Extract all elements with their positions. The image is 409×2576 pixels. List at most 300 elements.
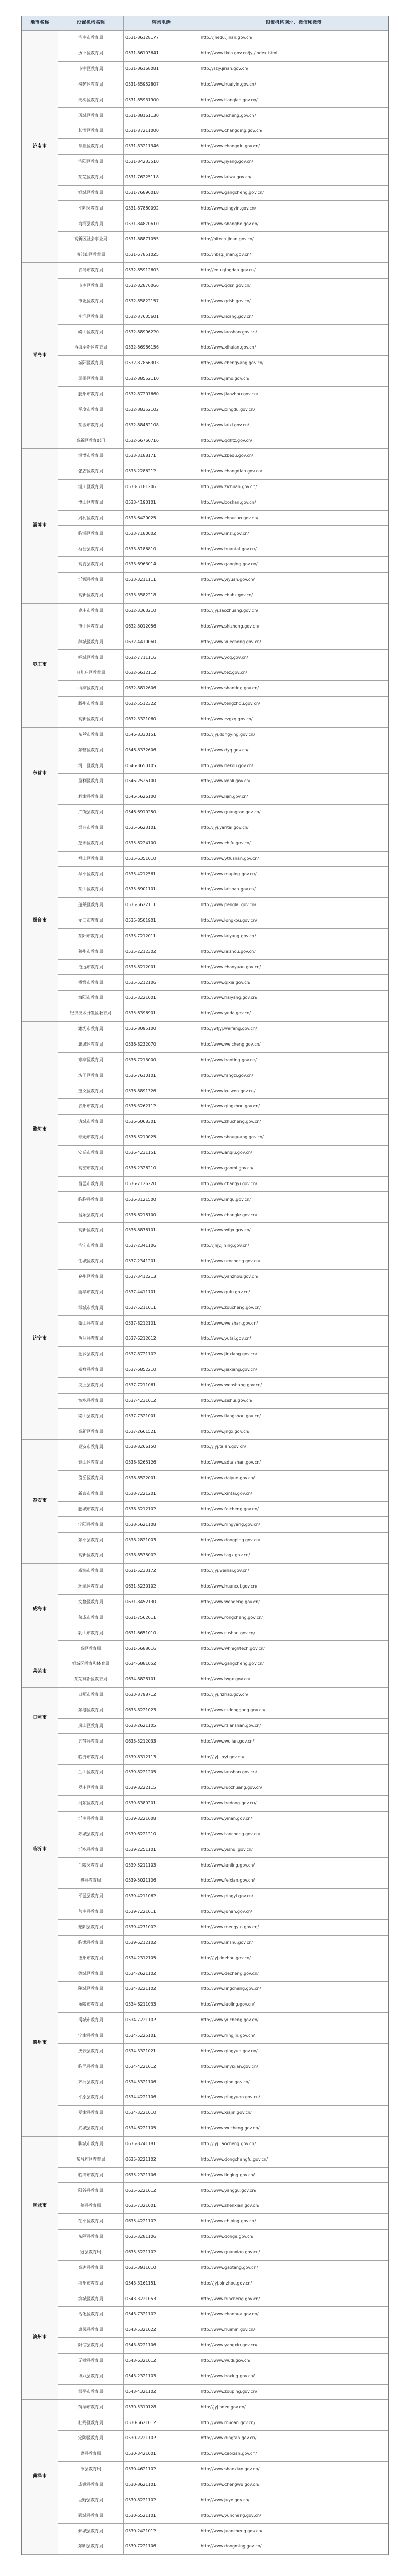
website-link[interactable]: http://www.xintai.gov.cn/: [199, 1486, 388, 1502]
website-link[interactable]: http://www.rzlanshan.gov.cn/: [199, 1719, 388, 1734]
contact-phone: 0543-3221053: [124, 2291, 199, 2307]
institution-name: 淄川区教育局: [58, 480, 124, 495]
website-link[interactable]: http://www.huantai.gov.cn/: [199, 541, 388, 557]
website-link[interactable]: http://www.wucheng.gov.cn/: [199, 2121, 388, 2137]
contact-phone: 0537-2661521: [124, 1424, 199, 1440]
website-link[interactable]: http://www.jiaozhou.gov.cn/: [199, 387, 388, 402]
contact-phone: 0531-84870610: [124, 216, 199, 232]
website-link[interactable]: http://www.boshan.gov.cn/: [199, 495, 388, 511]
institution-name: 齐河县教育局: [58, 2074, 124, 2090]
institution-name: 经济技术开发区教育局: [58, 1006, 124, 1022]
website-link[interactable]: http://www.wfgx.gov.cn/: [199, 1223, 388, 1238]
institution-name: 淄博市教育局: [58, 449, 124, 464]
contact-phone: 0538-3212102: [124, 1502, 199, 1517]
institution-name: 广饶县教育局: [58, 805, 124, 820]
contact-phone: 0534-8221102: [124, 1982, 199, 1997]
contact-phone: 0632-3321060: [124, 712, 199, 728]
contact-phone: 0635-4221102: [124, 2214, 199, 2230]
website-link[interactable]: http://www.weicheng.gov.cn/: [199, 1037, 388, 1053]
institution-name: 市北区教育局: [58, 294, 124, 310]
region-name: 日照市: [22, 1688, 58, 1749]
institution-name: 奎文区教育局: [58, 1083, 124, 1099]
website-link[interactable]: http://www.qihe.gov.cn/: [199, 2074, 388, 2090]
website-link[interactable]: http://www.linshu.gov.cn/: [199, 1936, 388, 1951]
institution-name: 临清市教育局: [58, 2168, 124, 2183]
website-link[interactable]: http://www.huaiyin.gov.cn/: [199, 77, 388, 93]
website-link[interactable]: http://www.zichuan.gov.cn/: [199, 480, 388, 495]
website-link[interactable]: http://www.kuiwen.gov.cn/: [199, 1083, 388, 1099]
institution-name: 泰山区教育局: [58, 1455, 124, 1471]
website-link[interactable]: http://jyj.rizhao.gov.cn/: [199, 1688, 388, 1703]
institution-name: 莒南县教育局: [58, 1904, 124, 1920]
website-link[interactable]: http://www.changle.gov.cn/: [199, 1207, 388, 1223]
website-link[interactable]: http://www.linqu.gov.cn/: [199, 1192, 388, 1207]
website-link[interactable]: http://wfjyj.weifang.gov.cn/: [199, 1022, 388, 1037]
website-link[interactable]: http://www.shanxian.gov.cn/: [199, 2462, 388, 2477]
contact-phone: 0546-2526100: [124, 774, 199, 789]
website-link[interactable]: http://jyj.taian.gov.cn/: [199, 1440, 388, 1455]
website-link[interactable]: http://www.changqing.gov.cn/: [199, 123, 388, 139]
website-link[interactable]: http://www.rushan.gov.cn/: [199, 1625, 388, 1641]
institution-name: 栖霞市教育局: [58, 975, 124, 991]
website-link[interactable]: http://www.haiyang.gov.cn/: [199, 991, 388, 1006]
institution-name: 平原县教育局: [58, 2090, 124, 2106]
contact-phone: 0530-8621101: [124, 2477, 199, 2493]
contact-phone: 0531-88161130: [124, 108, 199, 123]
institution-name: 崂山区教育局: [58, 325, 124, 340]
region-name: 东营市: [22, 728, 58, 820]
institution-name: 临沭县教育局: [58, 1936, 124, 1951]
contact-phone: 0536-7610101: [124, 1068, 199, 1084]
contact-phone: 0530-5310128: [124, 2400, 199, 2415]
website-link[interactable]: http://www.wenshang.gov.cn/: [199, 1378, 388, 1394]
institution-name: 阳信县教育局: [58, 2338, 124, 2354]
contact-phone: 0535-4212561: [124, 867, 199, 882]
website-link[interactable]: http://www.qixia.gov.cn/: [199, 975, 388, 991]
contact-phone: 0536-2326210: [124, 1161, 199, 1177]
website-link[interactable]: http://www.wudi.gov.cn/: [199, 2354, 388, 2369]
website-link[interactable]: http://www.lingcheng.gov.cn/: [199, 1982, 388, 1997]
website-link[interactable]: http://www.dongchangfu.gov.cn/: [199, 2152, 388, 2168]
website-link[interactable]: http://www.huimin.gov.cn/: [199, 2322, 388, 2338]
contact-phone: 0531-86103641: [124, 46, 199, 62]
contact-phone: 0532-82876066: [124, 279, 199, 294]
website-link[interactable]: http://www.lanshan.gov.cn/: [199, 1765, 388, 1780]
website-link[interactable]: http://www.jngx.gov.cn/: [199, 1424, 388, 1440]
institution-name: 冠县教育局: [58, 2245, 124, 2261]
institution-name: 庆云县教育局: [58, 2044, 124, 2059]
website-link[interactable]: http://www.yanggu.gov.cn/: [199, 2183, 388, 2198]
institution-name: 坊子区教育局: [58, 1068, 124, 1084]
website-link[interactable]: http://www.feicheng.gov.cn/: [199, 1502, 388, 1517]
institution-name: 滨州市教育局: [58, 2276, 124, 2292]
website-link[interactable]: http://www.penglai.gov.cn/: [199, 898, 388, 913]
website-link[interactable]: http://www.shanghe.gov.cn/: [199, 216, 388, 232]
website-link[interactable]: http://www.pingyin.gov.cn/: [199, 201, 388, 216]
website-link[interactable]: http://www.tagx.gov.cn/: [199, 1548, 388, 1564]
website-link[interactable]: http://www.lijin.gov.cn/: [199, 789, 388, 805]
contact-phone: 0632-8812606: [124, 681, 199, 697]
website-link[interactable]: http://www.gangcheng.gov.cn/: [199, 1656, 388, 1672]
contact-phone: 0537-2341106: [124, 1238, 199, 1254]
institution-name: 微山县教育局: [58, 1316, 124, 1331]
website-link[interactable]: http://www.muping.gov.cn/: [199, 867, 388, 882]
website-link[interactable]: http://www.laiyang.gov.cn/: [199, 929, 388, 944]
institution-name: 钢城区教育局: [58, 186, 124, 201]
website-link[interactable]: http://www.shenxian.gov.cn/: [199, 2198, 388, 2214]
contact-phone: 0543-5321022: [124, 2322, 199, 2338]
institution-name: 博兴县教育局: [58, 2369, 124, 2385]
website-link[interactable]: http://www.yuncheng.gov.cn/: [199, 2508, 388, 2524]
contact-phone: 0532-88552110: [124, 371, 199, 387]
institution-name: 寿光市教育局: [58, 1130, 124, 1146]
contact-phone: 0533-4190101: [124, 495, 199, 511]
website-link[interactable]: http://www.dongping.gov.cn/: [199, 1533, 388, 1548]
website-link[interactable]: http://www.decheng.gov.cn/: [199, 1966, 388, 1982]
website-link[interactable]: http://www.jimo.gov.cn/: [199, 371, 388, 387]
website-link[interactable]: http://www.gangcheng.gov.cn/: [199, 186, 388, 201]
institution-name: 历下区教育局: [58, 46, 124, 62]
website-link[interactable]: http://www.pingyuan.gov.cn/: [199, 2090, 388, 2106]
website-link[interactable]: http://www.ningjin.gov.cn/: [199, 2028, 388, 2044]
contact-phone: 0633-8221023: [124, 1703, 199, 1719]
institution-name: 莘县教育局: [58, 2198, 124, 2214]
website-link[interactable]: http://www.hekou.gov.cn/: [199, 758, 388, 774]
website-link[interactable]: http://www.licheng.gov.cn/: [199, 108, 388, 123]
website-link[interactable]: http://www.ycq.gov.cn/: [199, 650, 388, 665]
website-link[interactable]: http://www.zzgxq.gov.cn/: [199, 712, 388, 728]
website-link[interactable]: http://www.longkou.gov.cn/: [199, 913, 388, 929]
institution-name: 五莲县教育局: [58, 1734, 124, 1749]
institution-name: 临淄区教育局: [58, 526, 124, 541]
institution-name: 河口区教育局: [58, 758, 124, 774]
website-link[interactable]: http://jyj.zaozhuang.gov.cn/: [199, 604, 388, 619]
website-link[interactable]: http://www.qingyun.gov.cn/: [199, 2044, 388, 2059]
website-link[interactable]: http://www.laixi.gov.cn/: [199, 417, 388, 433]
website-link[interactable]: http://www.tianqiao.gov.cn/: [199, 92, 388, 108]
website-link[interactable]: http://www.qdsb.gov.cn/: [199, 294, 388, 310]
website-link[interactable]: http://www.wulian.gov.cn/: [199, 1734, 388, 1749]
institution-name: 乐陵市教育局: [58, 1997, 124, 2013]
website-link[interactable]: http://www.juye.gov.cn/: [199, 2493, 388, 2509]
website-link[interactable]: http://www.yishui.gov.cn/: [199, 1842, 388, 1858]
website-link[interactable]: http://jyj.binzhou.gov.cn/: [199, 2276, 388, 2292]
website-link[interactable]: http://www.zoucheng.gov.cn/: [199, 1300, 388, 1316]
website-link[interactable]: http://www.mudan.gov.cn/: [199, 2415, 388, 2431]
website-link[interactable]: http://www.boxing.gov.cn/: [199, 2369, 388, 2385]
institution-name: 海阳市教育局: [58, 991, 124, 1006]
institution-name: 莱州市教育局: [58, 944, 124, 960]
website-link[interactable]: http://www.mengyin.gov.cn/: [199, 1920, 388, 1936]
contact-phone: 0632-7711116: [124, 650, 199, 665]
website-link[interactable]: http://www.shanting.gov.cn/: [199, 681, 388, 697]
website-link[interactable]: http://www.bincheng.gov.cn/: [199, 2291, 388, 2307]
website-link[interactable]: http://edu.qingdao.gov.cn/: [199, 263, 388, 279]
website-link[interactable]: http://www.zhangqiu.gov.cn/: [199, 139, 388, 155]
contact-phone: 0530-7221106: [124, 2539, 199, 2555]
website-link[interactable]: http://hitech.jinan.gov.cn/: [199, 232, 388, 247]
website-link[interactable]: http://www.dingtao.gov.cn/: [199, 2431, 388, 2446]
website-link[interactable]: http://www.qingzhou.gov.cn/: [199, 1099, 388, 1115]
website-link[interactable]: http://www.donge.gov.cn/: [199, 2230, 388, 2245]
website-link[interactable]: http://www.yanzhou.gov.cn/: [199, 1270, 388, 1285]
website-link[interactable]: http://www.zhifu.gov.cn/: [199, 836, 388, 852]
contact-phone: 0534-2312105: [124, 1951, 199, 1967]
website-link[interactable]: http://www.yangxin.gov.cn/: [199, 2338, 388, 2354]
website-link[interactable]: http://www.caoxian.gov.cn/: [199, 2446, 388, 2462]
contact-phone: 0532-85912603: [124, 263, 199, 279]
institution-name: 东阿县教育局: [58, 2230, 124, 2245]
website-link[interactable]: http://jyj.heze.gov.cn/: [199, 2400, 388, 2415]
website-link[interactable]: http://jyj.liaocheng.gov.cn/: [199, 2137, 388, 2152]
institution-name: 沂源县教育局: [58, 573, 124, 588]
institution-name: 阳谷县教育局: [58, 2183, 124, 2198]
website-link[interactable]: http://www.rencheng.gov.cn/: [199, 1254, 388, 1270]
website-link[interactable]: http://www.kenli.gov.cn/: [199, 774, 388, 789]
institution-name: 东平县教育局: [58, 1533, 124, 1548]
website-link[interactable]: http://www.feixian.gov.cn/: [199, 1873, 388, 1889]
contact-phone: 0539-5211103: [124, 1858, 199, 1873]
contact-phone: 0546-5626100: [124, 789, 199, 805]
website-link[interactable]: http://www.pingdu.gov.cn/: [199, 402, 388, 418]
institution-name: 泗水县教育局: [58, 1394, 124, 1409]
website-link[interactable]: http://www.dongming.gov.cn/: [199, 2539, 388, 2555]
website-link[interactable]: http://www.linyixian.gov.cn/: [199, 2059, 388, 2075]
contact-phone: 0632-6612112: [124, 665, 199, 681]
website-link[interactable]: http://www.laoling.gov.cn/: [199, 1997, 388, 2013]
website-link[interactable]: http://www.tancheng.gov.cn/: [199, 1827, 388, 1843]
contact-phone: 0531-85952807: [124, 77, 199, 93]
contact-phone: 0531-83211346: [124, 139, 199, 155]
institution-name: 沂南县教育局: [58, 1812, 124, 1827]
contact-phone: 0533-2286212: [124, 464, 199, 480]
institution-name: 芝罘区教育局: [58, 836, 124, 852]
institution-name: 莱西市教育局: [58, 417, 124, 433]
website-link[interactable]: http://www.qdsn.gov.cn/: [199, 279, 388, 294]
website-link[interactable]: http://jnjy.jining.gov.cn/: [199, 1238, 388, 1254]
contact-phone: 0539-3221608: [124, 1812, 199, 1827]
contact-phone: 0536-3262112: [124, 1099, 199, 1115]
website-link[interactable]: http://www.juancheng.gov.cn/: [199, 2524, 388, 2539]
website-link[interactable]: http://www.xiajin.gov.cn/: [199, 2106, 388, 2121]
website-link[interactable]: http://www.fangzi.gov.cn/: [199, 1068, 388, 1084]
website-link[interactable]: http://www.qufu.gov.cn/: [199, 1285, 388, 1301]
website-link[interactable]: http://www.lixia.gov.cn/jyj/index.html: [199, 46, 388, 62]
website-link[interactable]: http://www.chengwu.gov.cn/: [199, 2477, 388, 2493]
website-link[interactable]: http://jyj.weihai.gov.cn/: [199, 1564, 388, 1579]
institution-name: 河东区教育局: [58, 1796, 124, 1812]
website-link[interactable]: http://www.gaoqing.gov.cn/: [199, 557, 388, 573]
website-link[interactable]: http://www.tengzhou.gov.cn/: [199, 697, 388, 712]
website-link[interactable]: http://www.luozhuang.gov.cn/: [199, 1780, 388, 1796]
website-link[interactable]: http://www.gaomi.gov.cn/: [199, 1161, 388, 1177]
contact-phone: 0634-8828101: [124, 1672, 199, 1688]
contact-phone: 0534-4221106: [124, 2090, 199, 2106]
website-link[interactable]: http://www.wendeng.gov.cn/: [199, 1595, 388, 1610]
institution-name: 潍城区教育局: [58, 1037, 124, 1053]
website-link[interactable]: http://www.gaotang.gov.cn/: [199, 2261, 388, 2276]
institution-name: 安丘市教育局: [58, 1146, 124, 1161]
institution-name: 邹平市教育局: [58, 2385, 124, 2400]
website-link[interactable]: http://www.zbedu.gov.cn/: [199, 449, 388, 464]
website-link[interactable]: http://www.hanting.gov.cn/: [199, 1053, 388, 1068]
contact-phone: 0535-8501901: [124, 913, 199, 929]
website-link[interactable]: http://www.laishan.gov.cn/: [199, 882, 388, 898]
website-link[interactable]: http://www.tez.gov.cn/: [199, 665, 388, 681]
institution-name: 梁山县教育局: [58, 1409, 124, 1424]
contact-phone: 0532-88352102: [124, 402, 199, 418]
website-link[interactable]: http://www.zhangdian.gov.cn/: [199, 464, 388, 480]
website-link[interactable]: http://www.yeda.gov.cn/: [199, 1006, 388, 1022]
institution-name: 龙口市教育局: [58, 913, 124, 929]
institution-name: 禹城市教育局: [58, 2013, 124, 2028]
contact-phone: 0543-4321102: [124, 2385, 199, 2400]
website-link[interactable]: http://www.laoshan.gov.cn/: [199, 325, 388, 340]
institution-name: 日照市教育局: [58, 1688, 124, 1703]
website-link[interactable]: http://www.qdhtz.gov.cn/: [199, 433, 388, 449]
website-link[interactable]: http://www.laizhou.gov.cn/: [199, 944, 388, 960]
contact-phone: 0539-8312113: [124, 1749, 199, 1765]
institution-name: 济阳区教育局: [58, 155, 124, 170]
website-link[interactable]: http://www.rzdonggang.gov.cn/: [199, 1703, 388, 1719]
institution-name: 济宁市教育局: [58, 1238, 124, 1254]
contact-phone: 0543-8221106: [124, 2338, 199, 2354]
institution-name: 兖州区教育局: [58, 1270, 124, 1285]
website-link[interactable]: http://www.chiping.gov.cn/: [199, 2214, 388, 2230]
institution-name: 嘉祥县教育局: [58, 1362, 124, 1378]
website-link[interactable]: http://www.chengyang.gov.cn/: [199, 356, 388, 371]
website-link[interactable]: http://www.anqiu.gov.cn/: [199, 1146, 388, 1161]
website-link[interactable]: http://www.zhucheng.gov.cn/: [199, 1115, 388, 1130]
website-link[interactable]: http://www.linzi.gov.cn/: [199, 526, 388, 541]
contact-phone: 0537-3412213: [124, 1270, 199, 1285]
website-link[interactable]: http://www.linqing.gov.cn/: [199, 2168, 388, 2183]
institution-name: 金乡县教育局: [58, 1347, 124, 1362]
contact-phone: 0537-4231012: [124, 1394, 199, 1409]
contact-phone: 0530-3421001: [124, 2446, 199, 2462]
institution-name: 泰安市教育局: [58, 1440, 124, 1455]
contact-phone: 0532-88482108: [124, 417, 199, 433]
contact-phone: 0533-6420025: [124, 511, 199, 526]
website-link[interactable]: http://nbsq.jinan.gov.cn/: [199, 247, 388, 263]
website-link[interactable]: http://www.shizhong.gov.cn/: [199, 619, 388, 635]
website-link[interactable]: http://www.jiyang.gov.cn/: [199, 155, 388, 170]
contact-phone: 0533-8186810: [124, 541, 199, 557]
website-link[interactable]: http://www.lwgx.gov.cn/: [199, 1672, 388, 1688]
contact-phone: 0531-67851025: [124, 247, 199, 263]
institution-name: 岱岳区教育局: [58, 1471, 124, 1486]
website-link[interactable]: http://www.weishan.gov.cn/: [199, 1316, 388, 1331]
website-link[interactable]: http://www.rongcheng.gov.cn/: [199, 1610, 388, 1626]
website-link[interactable]: http://www.jinxiang.gov.cn/: [199, 1347, 388, 1362]
institution-name: 市中区教育局: [58, 62, 124, 77]
website-link[interactable]: http://www.ytfushan.gov.cn/: [199, 852, 388, 867]
website-link[interactable]: http://jyj.yantai.gov.cn/: [199, 820, 388, 836]
institution-name: 巨野县教育局: [58, 2493, 124, 2509]
contact-phone: 0533-5181206: [124, 480, 199, 495]
website-link[interactable]: http://www.daiyue.gov.cn/: [199, 1471, 388, 1486]
website-link[interactable]: http://www.changyi.gov.cn/: [199, 1177, 388, 1192]
institution-name: 胶州市教育局: [58, 387, 124, 402]
website-link[interactable]: http://www.liangshan.gov.cn/: [199, 1409, 388, 1424]
website-link[interactable]: http://www.zouping.gov.cn/: [199, 2385, 388, 2400]
website-link[interactable]: http://szjy.jinan.gov.cn/: [199, 62, 388, 77]
institution-name: 武城县教育局: [58, 2121, 124, 2137]
institution-name: 夏津县教育局: [58, 2106, 124, 2121]
region-name: 济宁市: [22, 1238, 58, 1440]
contact-phone: 0539-6221210: [124, 1827, 199, 1843]
website-link[interactable]: http://www.hedong.gov.cn/: [199, 1796, 388, 1812]
website-link[interactable]: http://www.sishui.gov.cn/: [199, 1394, 388, 1409]
website-link[interactable]: http://jyj.dezhou.gov.cn/: [199, 1951, 388, 1967]
website-link[interactable]: http://www.whhightech.gov.cn/: [199, 1641, 388, 1656]
institution-name: 鄄城县教育局: [58, 2524, 124, 2539]
website-link[interactable]: http://www.shouguang.gov.cn/: [199, 1130, 388, 1146]
institution-name: 莱芜区教育局: [58, 170, 124, 186]
website-link[interactable]: http://jyj.dongying.gov.cn/: [199, 728, 388, 743]
institution-name: 西海岸新区教育局: [58, 340, 124, 356]
institution-name: 高新区教育局: [58, 712, 124, 728]
institution-name: 单县教育局: [58, 2462, 124, 2477]
website-link[interactable]: http://www.guangrao.gov.cn/: [199, 805, 388, 820]
website-link[interactable]: http://www.zbnhz.gov.cn/: [199, 588, 388, 604]
website-link[interactable]: http://www.zhoucun.gov.cn/: [199, 511, 388, 526]
website-link[interactable]: http://www.xihaian.gov.cn/: [199, 340, 388, 356]
website-link[interactable]: http://www.huancui.gov.cn/: [199, 1579, 388, 1595]
website-link[interactable]: http://www.yinan.gov.cn/: [199, 1812, 388, 1827]
website-link[interactable]: http://www.yutai.gov.cn/: [199, 1331, 388, 1347]
institution-name: 临朐县教育局: [58, 1192, 124, 1207]
institution-name: 高新区社会事业局: [58, 232, 124, 247]
website-link[interactable]: http://www.yiyuan.gov.cn/: [199, 573, 388, 588]
website-link[interactable]: http://www.licang.gov.cn/: [199, 309, 388, 325]
contact-phone: 0533-7180002: [124, 526, 199, 541]
contact-phone: 0536-5210025: [124, 1130, 199, 1146]
website-link[interactable]: http://jyj.linyi.gov.cn/: [199, 1749, 388, 1765]
region-name: 青岛市: [22, 263, 58, 449]
website-link[interactable]: http://www.lanling.gov.cn/: [199, 1858, 388, 1873]
contact-phone: 0531-88871055: [124, 232, 199, 247]
website-link[interactable]: http://www.ningyang.gov.cn/: [199, 1517, 388, 1533]
contact-phone: 0546-8332606: [124, 743, 199, 759]
header-phone: 咨询电话: [124, 16, 199, 31]
website-link[interactable]: http://www.pingyi.gov.cn/: [199, 1889, 388, 1904]
region-name: 济南市: [22, 31, 58, 263]
contact-phone: 0535-6396901: [124, 1006, 199, 1022]
contact-phone: 0531-87211000: [124, 123, 199, 139]
website-link[interactable]: http://jnedu.jinan.gov.cn/: [199, 31, 388, 46]
website-link[interactable]: http://www.zhanhua.gov.cn/: [199, 2307, 388, 2322]
institution-name: 陵城区教育局: [58, 1982, 124, 1997]
website-link[interactable]: http://www.laiwu.gov.cn/: [199, 170, 388, 186]
contact-phone: 0531-76896018: [124, 186, 199, 201]
website-link[interactable]: http://www.yucheng.gov.cn/: [199, 2013, 388, 2028]
institution-name: 利津县教育局: [58, 789, 124, 805]
website-link[interactable]: http://www.xuecheng.gov.cn/: [199, 634, 388, 650]
contact-phone: 0536-4231151: [124, 1146, 199, 1161]
website-link[interactable]: http://www.jiaxiang.gov.cn/: [199, 1362, 388, 1378]
institution-name: 商河县教育局: [58, 216, 124, 232]
institution-name: 肥城市教育局: [58, 1502, 124, 1517]
website-link[interactable]: http://www.zhaoyuan.gov.cn/: [199, 960, 388, 976]
website-link[interactable]: http://www.sdtaishan.gov.cn/: [199, 1455, 388, 1471]
contact-phone: 0543-2321103: [124, 2369, 199, 2385]
website-link[interactable]: http://www.dyq.gov.cn/: [199, 743, 388, 759]
institution-name: 沾化区教育局: [58, 2307, 124, 2322]
contact-phone: 0535-3221001: [124, 991, 199, 1006]
website-link[interactable]: http://www.junan.gov.cn/: [199, 1904, 388, 1920]
website-link[interactable]: http://www.guanxian.gov.cn/: [199, 2245, 388, 2261]
